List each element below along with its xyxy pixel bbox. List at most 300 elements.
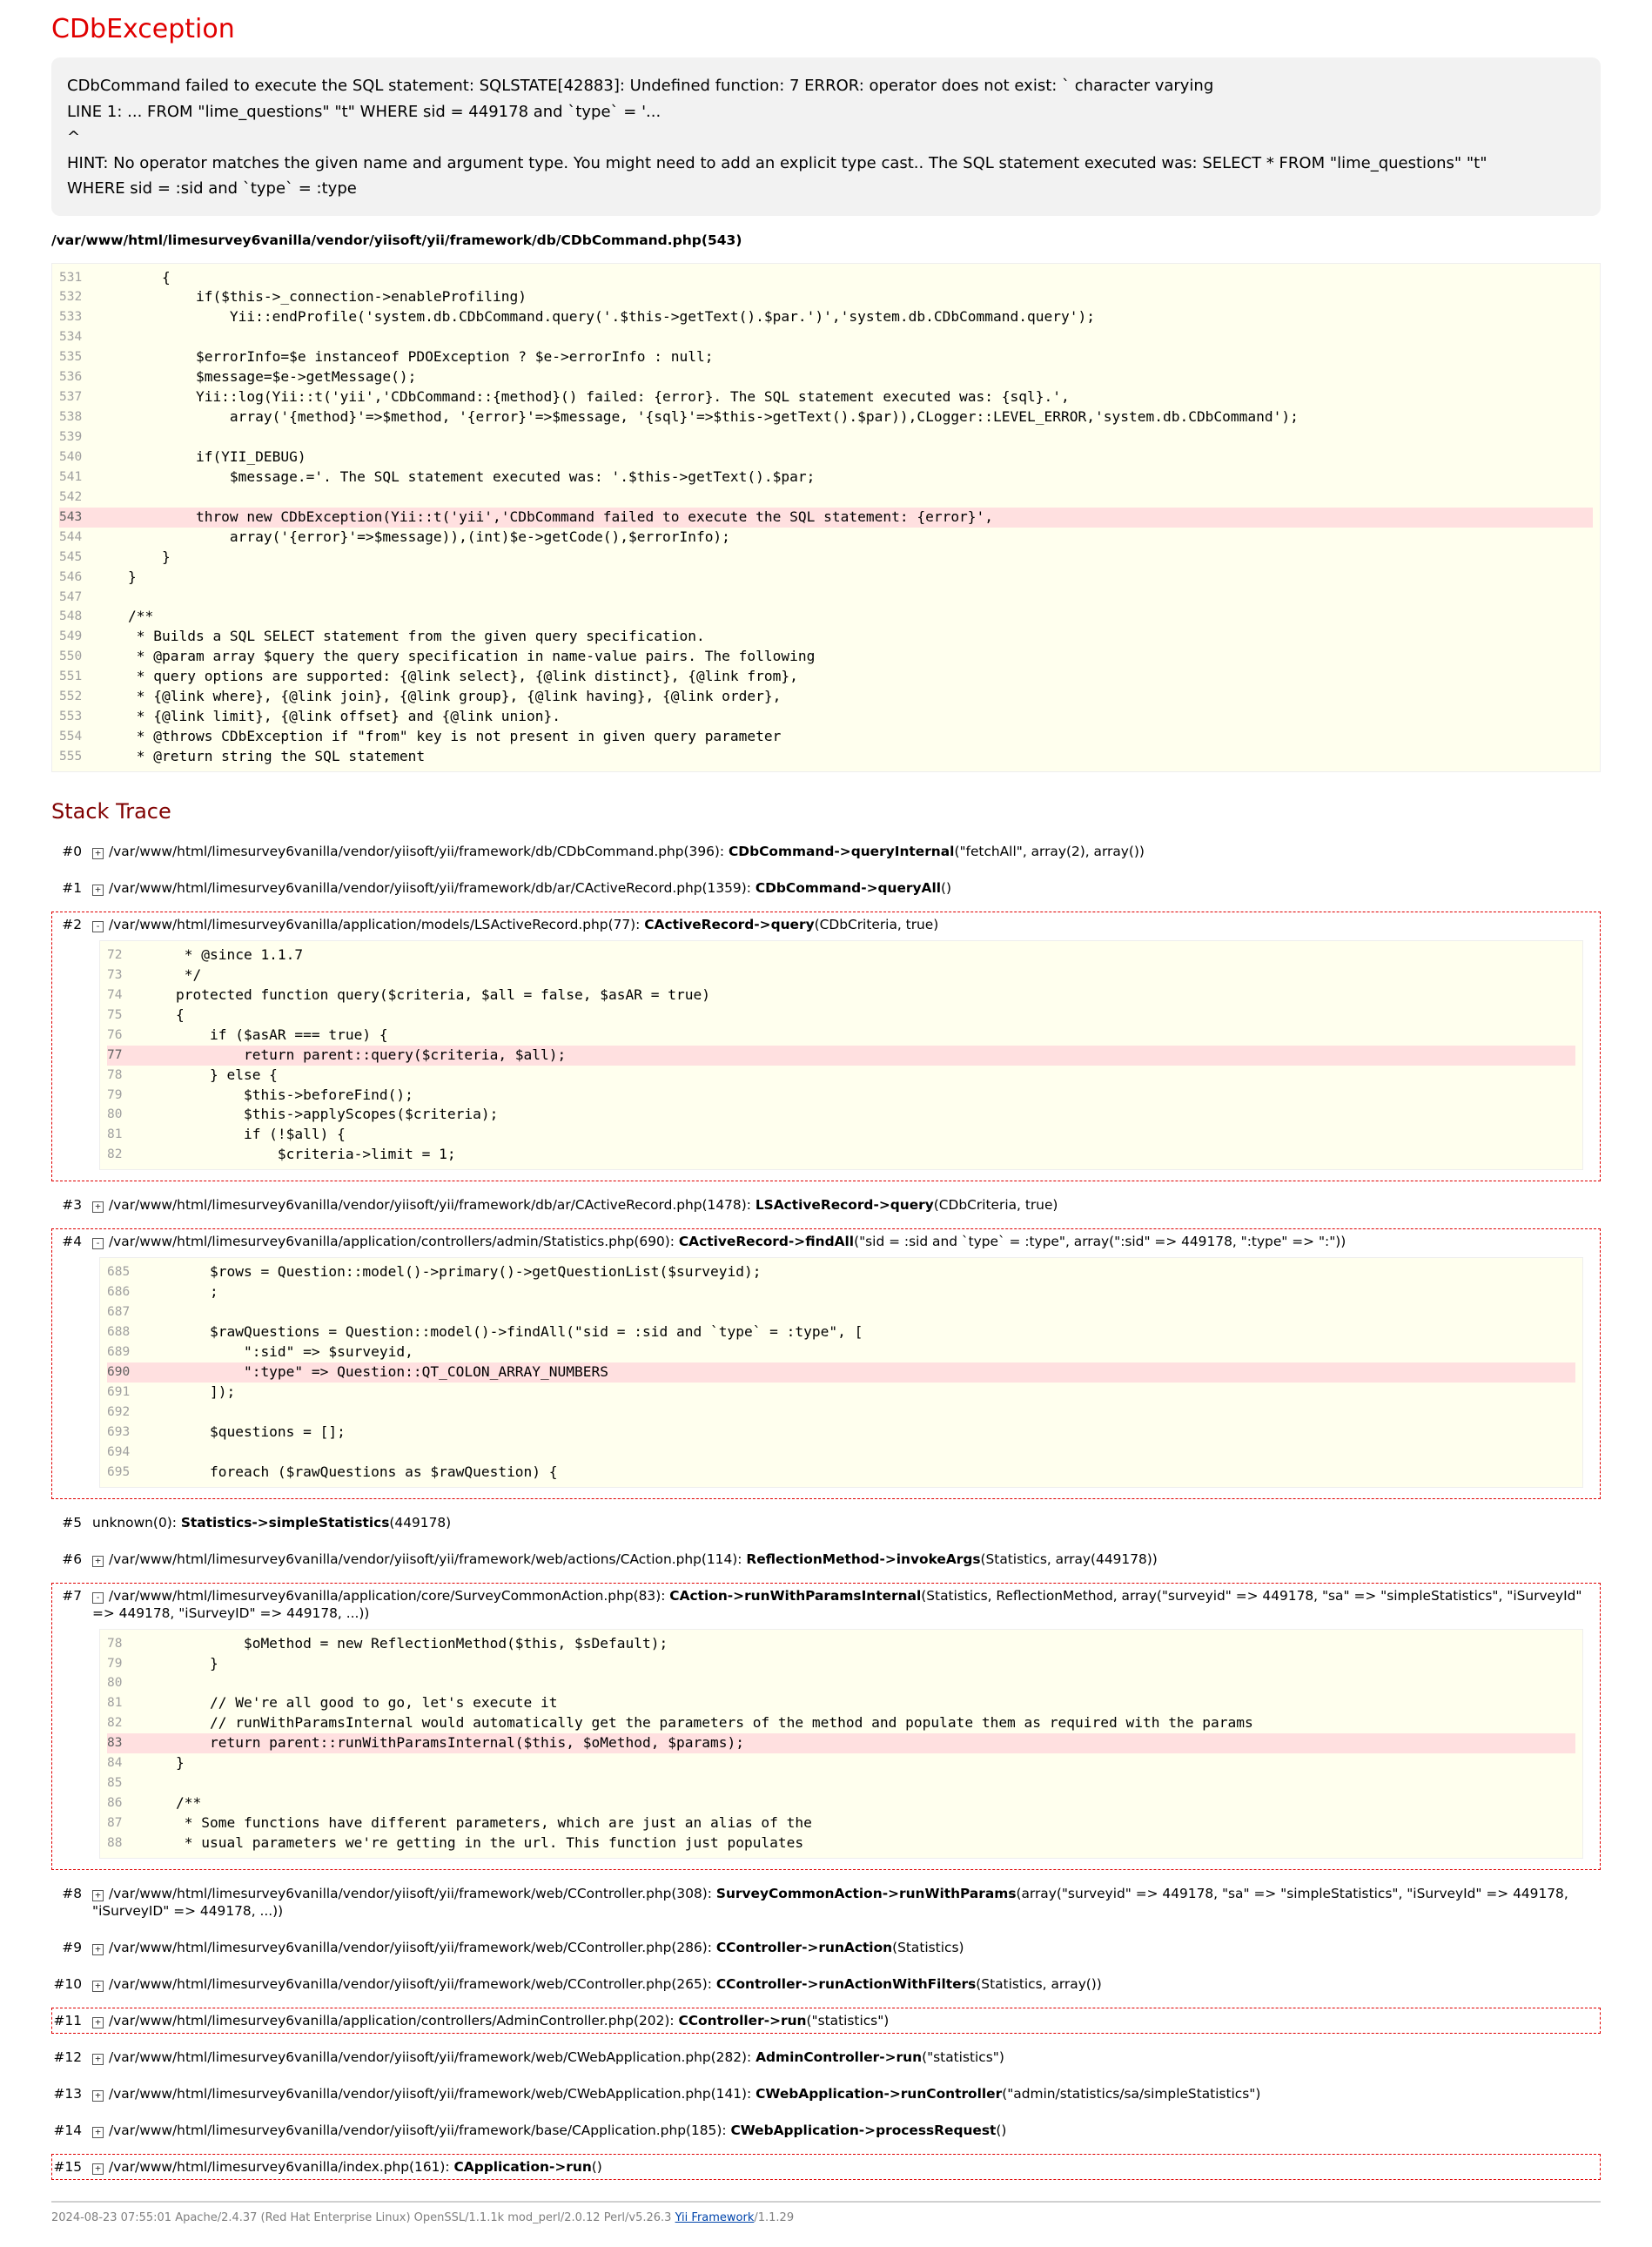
stack-frame-header xyxy=(52,2158,1600,2176)
code-text: $questions = []; xyxy=(142,1423,346,1440)
code-text: } xyxy=(142,1754,185,1772)
code-text: } xyxy=(142,1654,218,1672)
frame-file-path: /var/www/html/limesurvey6vanilla/vendor/yiisoft/yii/framework/web/CWebApplication.php(141): xyxy=(109,2085,756,2102)
frame-method: queryInternal xyxy=(850,843,955,859)
code-text: // We're all good to go, let's execute it xyxy=(142,1694,558,1712)
line-number: 533 xyxy=(59,310,83,325)
error-message-box xyxy=(51,57,1601,216)
frame-file-path: /var/www/html/limesurvey6vanilla/vendor/yiisoft/yii/framework/web/CWebApplication.php(282): xyxy=(109,2049,756,2065)
stack-frame xyxy=(51,1192,1601,1218)
code-line xyxy=(59,387,1593,407)
code-text: } xyxy=(94,568,137,585)
exception-title: CDbException xyxy=(51,14,235,44)
code-text: * @throws CDbException if "from" key is not present in given query parameter xyxy=(94,728,782,745)
code-text xyxy=(142,1673,1575,1693)
line-number: 538 xyxy=(59,410,83,425)
code-line xyxy=(59,647,1593,667)
line-number: 554 xyxy=(59,730,83,744)
code-line xyxy=(107,1383,1575,1403)
code-text: $oMethod = new ReflectionMethod($this, $sDefault); xyxy=(142,1634,668,1652)
frame-number: #0 xyxy=(62,843,82,859)
frame-args: ("statistics") xyxy=(806,2012,890,2028)
frame-number: #2 xyxy=(62,916,82,932)
frame-call xyxy=(92,2122,1600,2139)
expand-icon[interactable]: + xyxy=(92,1981,104,1992)
frame-args: (449178) xyxy=(389,1514,452,1531)
code-line xyxy=(107,1693,1575,1713)
line-number: 694 xyxy=(107,1444,131,1459)
code-line xyxy=(107,1125,1575,1145)
code-line xyxy=(107,1654,1575,1674)
line-number: 535 xyxy=(59,350,83,365)
frame-number: #15 xyxy=(53,2158,82,2175)
frame-class: ReflectionMethod xyxy=(746,1551,880,1567)
collapse-icon[interactable]: - xyxy=(92,1592,104,1604)
expand-icon[interactable]: + xyxy=(92,2017,104,2028)
line-number: 74 xyxy=(107,987,123,1002)
frame-call xyxy=(92,916,1600,933)
frame-number: #7 xyxy=(62,1587,82,1604)
error-code-line xyxy=(59,508,1593,528)
yii-framework-link[interactable]: Yii Framework xyxy=(675,2210,755,2224)
line-number: 82 xyxy=(107,1147,123,1162)
expand-icon[interactable]: + xyxy=(92,1944,104,1955)
code-text: $rows = Question::model()->primary()->getQuestionList($surveyid); xyxy=(142,1263,762,1281)
line-number: 546 xyxy=(59,569,83,584)
stack-frame-header xyxy=(52,2122,1600,2139)
frame-arrow: -> xyxy=(252,1514,269,1531)
code-line xyxy=(59,747,1593,767)
frame-code-block xyxy=(99,1257,1583,1487)
line-number: 692 xyxy=(107,1404,131,1419)
code-line xyxy=(107,1026,1575,1046)
code-text: * {@link limit}, {@link offset} and {@link union}. xyxy=(94,708,561,725)
code-line xyxy=(59,548,1593,568)
frame-arrow: -> xyxy=(858,2122,876,2138)
stack-frame-header xyxy=(52,1975,1600,1993)
frame-method: run xyxy=(566,2158,592,2175)
code-line xyxy=(107,965,1575,986)
frame-call xyxy=(92,2012,1600,2029)
code-text xyxy=(142,1443,1575,1463)
collapse-icon[interactable]: - xyxy=(92,921,104,932)
stack-frame xyxy=(51,1228,1601,1498)
stack-frame xyxy=(51,1583,1601,1870)
line-number: 77 xyxy=(107,1047,123,1062)
code-line xyxy=(107,1145,1575,1165)
frame-call xyxy=(92,879,1600,897)
code-line xyxy=(107,1773,1575,1793)
line-number: 542 xyxy=(59,489,83,504)
code-line xyxy=(107,1322,1575,1342)
frame-class: CDbCommand xyxy=(755,879,862,896)
frame-number: #6 xyxy=(62,1551,82,1567)
code-text: $this->applyScopes($criteria); xyxy=(142,1106,499,1123)
error-message-line: LINE 1: ... FROM "lime_questions" "t" WHERE sid = 449178 and `type` = '... xyxy=(67,102,661,121)
expand-icon[interactable]: + xyxy=(92,2127,104,2138)
code-line xyxy=(59,268,1593,288)
code-text: $this->beforeFind(); xyxy=(142,1086,413,1103)
code-text: * @since 1.1.7 xyxy=(142,945,304,963)
frame-class: CController xyxy=(678,2012,764,2028)
frame-method: query xyxy=(770,916,815,932)
code-text: { xyxy=(94,268,171,286)
line-number: 84 xyxy=(107,1756,123,1771)
code-line xyxy=(59,367,1593,387)
code-line xyxy=(59,568,1593,588)
line-number: 81 xyxy=(107,1127,123,1142)
frame-file-path: /var/www/html/limesurvey6vanilla/vendor/yiisoft/yii/framework/db/ar/CActiveRecord.php(1478): xyxy=(109,1197,755,1214)
frame-class: CActiveRecord xyxy=(644,916,755,932)
stack-frame-header xyxy=(52,2012,1600,2029)
frame-class: CActiveRecord xyxy=(678,1234,789,1250)
code-text xyxy=(94,427,1593,447)
code-line xyxy=(59,588,1593,608)
frame-call xyxy=(92,1885,1600,1920)
stack-frame xyxy=(51,912,1601,1181)
stack-frame xyxy=(51,2154,1601,2180)
stack-frame xyxy=(51,2044,1601,2070)
frame-args: (CDbCriteria, true) xyxy=(814,916,939,932)
line-number: 552 xyxy=(59,690,83,704)
error-message-line: CDbCommand failed to execute the SQL statement: SQLSTATE[42883]: Undefined function: 7 ERROR: operator does not exist: ` character varying xyxy=(67,77,1214,95)
stack-frame-header xyxy=(52,1514,1600,1531)
code-text: ]); xyxy=(142,1383,236,1400)
frame-method: simpleStatistics xyxy=(268,1514,390,1531)
frame-file-path: /var/www/html/limesurvey6vanilla/application/controllers/AdminController.php(202): xyxy=(109,2012,679,2028)
frame-call xyxy=(92,1551,1600,1568)
code-text: * @param array $query the query specification in name-value pairs. The following xyxy=(94,648,816,665)
expand-icon[interactable]: + xyxy=(92,1201,104,1213)
frame-arrow: -> xyxy=(879,2049,897,2065)
stack-frame-header xyxy=(52,843,1600,860)
frame-arrow: -> xyxy=(763,2012,781,2028)
code-text: { xyxy=(142,1006,185,1023)
frame-number: #12 xyxy=(53,2049,82,2065)
code-text: foreach ($rawQuestions as $rawQuestion) { xyxy=(142,1463,558,1480)
code-line xyxy=(59,427,1593,447)
code-line xyxy=(107,1793,1575,1813)
line-number: 693 xyxy=(107,1424,131,1439)
line-number: 689 xyxy=(107,1345,131,1359)
frame-method: runActionWithFilters xyxy=(818,1975,977,1992)
code-line xyxy=(107,986,1575,1006)
code-text: /** xyxy=(142,1794,202,1812)
code-line xyxy=(59,407,1593,427)
source-file-path: /var/www/html/limesurvey6vanilla/vendor/yiisoft/yii/framework/db/CDbCommand.php(543) xyxy=(51,232,742,248)
frame-arrow: -> xyxy=(802,1939,819,1955)
frame-call xyxy=(92,1975,1600,1993)
frame-method: query xyxy=(890,1197,934,1214)
code-text: array('{error}'=>$message)),(int)$e->getCode(),$errorInfo); xyxy=(94,528,730,545)
collapse-icon[interactable]: - xyxy=(92,1238,104,1249)
code-text: array('{method}'=>$method, '{error}'=>$message, '{sql}'=>$this->getText().$par)),CLogger::LEVEL_ERROR,'system.db.CDbCommand'); xyxy=(94,408,1299,426)
code-text xyxy=(94,588,1593,608)
frame-file-path: /var/www/html/limesurvey6vanilla/index.php(161): xyxy=(109,2158,454,2175)
code-line xyxy=(59,307,1593,327)
code-text: * @return string the SQL statement xyxy=(94,748,426,764)
frame-call xyxy=(92,2049,1600,2066)
frame-arrow: -> xyxy=(882,1885,899,1901)
line-number: 87 xyxy=(107,1816,123,1830)
code-text: */ xyxy=(142,965,202,983)
frame-file-path: /var/www/html/limesurvey6vanilla/vendor/yiisoft/yii/framework/web/CController.php(308): xyxy=(109,1885,716,1901)
code-line xyxy=(59,327,1593,347)
frame-code-block xyxy=(99,1629,1583,1859)
frame-file-path: /var/www/html/limesurvey6vanilla/vendor/yiisoft/yii/framework/base/CApplication.php(185): xyxy=(109,2122,731,2138)
line-number: 82 xyxy=(107,1716,123,1731)
stack-frame-header xyxy=(52,916,1600,933)
code-text: * {@link where}, {@link join}, {@link group}, {@link having}, {@link order}, xyxy=(94,688,782,705)
code-text: if(YII_DEBUG) xyxy=(94,447,306,465)
expand-icon[interactable]: + xyxy=(92,2054,104,2065)
stack-frame xyxy=(51,2117,1601,2143)
line-number: 539 xyxy=(59,430,83,444)
frame-class: CWebApplication xyxy=(730,2122,859,2138)
frame-call xyxy=(92,2158,1600,2176)
error-message-line: HINT: No operator matches the given name and argument type. You might need to add an explicit type cast.. The SQL statement executed was: SELECT * FROM "lime_questions" "t" xyxy=(67,153,1487,172)
frame-method: run xyxy=(781,2012,807,2028)
frame-args: () xyxy=(996,2122,1007,2138)
frame-call xyxy=(92,1196,1600,1214)
expand-icon[interactable]: + xyxy=(92,885,104,896)
frame-file-path: unknown(0): xyxy=(92,1514,181,1531)
code-text: // runWithParamsInternal would automatically get the parameters of the method and populate them as required with the params xyxy=(142,1714,1253,1732)
frame-args: ("sid = :sid and `type` = :type", array(":sid" => 449178, ":type" => ":")) xyxy=(854,1234,1346,1250)
frame-arrow: -> xyxy=(873,1197,890,1214)
frame-class: SurveyCommonAction xyxy=(715,1885,883,1901)
code-text: return parent::runWithParamsInternal($this, $oMethod, $params); xyxy=(142,1734,744,1752)
code-line xyxy=(59,347,1593,367)
stack-frame-header xyxy=(52,2049,1600,2066)
code-line xyxy=(107,1833,1575,1853)
frame-number: #9 xyxy=(62,1939,82,1955)
code-text: $criteria->limit = 1; xyxy=(142,1146,456,1163)
stack-frame xyxy=(51,1934,1601,1961)
frame-number: #8 xyxy=(62,1885,82,1901)
line-number: 553 xyxy=(59,710,83,724)
code-text: * Some functions have different parameters, which are just an alias of the xyxy=(142,1814,812,1831)
code-text: * Builds a SQL SELECT statement from the given query specification. xyxy=(94,628,705,645)
expand-icon[interactable]: + xyxy=(92,1890,104,1901)
error-message-line: WHERE sid = :sid and `type` = :type xyxy=(67,179,357,198)
source-code-block xyxy=(51,263,1601,772)
code-text: Yii::endProfile('system.db.CDbCommand.query('.$this->getText().$par.')','system.db.CDbCommand.query'); xyxy=(94,308,1095,326)
code-text: ":sid" => $surveyid, xyxy=(142,1343,413,1360)
code-line xyxy=(107,1673,1575,1693)
code-line xyxy=(107,1086,1575,1106)
line-number: 544 xyxy=(59,529,83,544)
line-number: 86 xyxy=(107,1796,123,1811)
code-text: throw new CDbException(Yii::t('yii','CDbCommand failed to execute the SQL statement: {error}', xyxy=(94,508,994,525)
frame-number: #10 xyxy=(53,1975,82,1992)
line-number: 536 xyxy=(59,370,83,385)
line-number: 79 xyxy=(107,1656,123,1671)
code-text: return parent::query($criteria, $all); xyxy=(142,1046,567,1063)
code-text: /** xyxy=(94,608,154,625)
frame-method: findAll xyxy=(805,1234,855,1250)
line-number: 78 xyxy=(107,1067,123,1082)
frame-call xyxy=(92,1233,1600,1250)
stack-frame xyxy=(51,838,1601,864)
frame-call xyxy=(92,2085,1600,2102)
frame-call xyxy=(92,1587,1600,1622)
code-line xyxy=(107,1282,1575,1302)
frame-args: (CDbCriteria, true) xyxy=(933,1197,1058,1214)
code-line xyxy=(59,627,1593,647)
line-number: 543 xyxy=(59,509,83,524)
error-code-line xyxy=(107,1362,1575,1383)
code-line xyxy=(59,687,1593,707)
code-line xyxy=(107,945,1575,965)
code-text: Yii::log(Yii::t('yii','CDbCommand::{method}() failed: {error}. The SQL statement executed was: {sql}.', xyxy=(94,388,1070,406)
line-number: 81 xyxy=(107,1696,123,1711)
stack-frame-header xyxy=(52,1196,1600,1214)
line-number: 551 xyxy=(59,669,83,684)
frame-number: #3 xyxy=(62,1197,82,1214)
code-line xyxy=(107,1105,1575,1125)
line-number: 80 xyxy=(107,1107,123,1122)
frame-class: Statistics xyxy=(180,1514,252,1531)
frame-class: LSActiveRecord xyxy=(755,1197,874,1214)
line-number: 541 xyxy=(59,469,83,484)
expand-icon[interactable]: + xyxy=(92,2163,104,2175)
frame-class: CWebApplication xyxy=(755,2085,884,2102)
frame-arrow: -> xyxy=(861,879,878,896)
stack-frame xyxy=(51,1880,1601,1924)
code-line xyxy=(59,287,1593,307)
line-number: 73 xyxy=(107,967,123,982)
line-number: 537 xyxy=(59,390,83,405)
expand-icon[interactable]: + xyxy=(92,2090,104,2102)
line-number: 547 xyxy=(59,589,83,604)
code-line xyxy=(59,468,1593,488)
code-text xyxy=(94,488,1593,508)
code-text xyxy=(142,1773,1575,1793)
frame-number: #13 xyxy=(53,2085,82,2102)
stack-frame-header xyxy=(52,1885,1600,1920)
code-line xyxy=(59,447,1593,468)
code-line xyxy=(107,1342,1575,1362)
code-line xyxy=(59,707,1593,727)
frame-arrow: -> xyxy=(802,1975,819,1992)
line-number: 534 xyxy=(59,330,83,345)
frame-file-path: /var/www/html/limesurvey6vanilla/vendor/yiisoft/yii/framework/web/CController.php(286): xyxy=(109,1939,716,1955)
code-text: * usual parameters we're getting in the url. This function just populates xyxy=(142,1833,804,1851)
code-line xyxy=(107,1813,1575,1833)
stack-trace-list xyxy=(51,838,1601,2180)
footer-yii-version: /1.1.29 xyxy=(754,2210,795,2224)
frame-class: CDbCommand xyxy=(729,843,835,859)
frame-call xyxy=(92,1514,1600,1531)
frame-number: #1 xyxy=(62,879,82,896)
frame-call xyxy=(92,1939,1600,1956)
code-text: if($this->_connection->enableProfiling) xyxy=(94,288,527,306)
stack-frame-header xyxy=(52,1233,1600,1250)
line-number: 83 xyxy=(107,1736,123,1751)
code-text: $errorInfo=$e instanceof PDOException ? $e->errorInfo : null; xyxy=(94,348,714,366)
frame-args: ("fetchAll", array(2), array()) xyxy=(954,843,1145,859)
frame-class: AdminController xyxy=(755,2049,880,2065)
line-number: 549 xyxy=(59,629,83,644)
frame-arrow: -> xyxy=(883,2085,901,2102)
code-line xyxy=(59,727,1593,747)
frame-class: CController xyxy=(715,1975,802,1992)
frame-number: #14 xyxy=(53,2122,82,2138)
code-text: $message=$e->getMessage(); xyxy=(94,368,417,386)
line-number: 691 xyxy=(107,1384,131,1399)
footer-version-info: 2024-08-23 07:55:01 Apache/2.4.37 (Red Hat Enterprise Linux) OpenSSL/1.1.1k mod_perl/2.0.12 Perl/v5.26.3 xyxy=(51,2210,675,2224)
frame-class: CApplication xyxy=(453,2158,549,2175)
stack-frame xyxy=(51,1510,1601,1536)
code-line xyxy=(107,1713,1575,1733)
frame-method: queryAll xyxy=(877,879,941,896)
line-number: 79 xyxy=(107,1087,123,1102)
expand-icon[interactable]: + xyxy=(92,1556,104,1567)
code-line xyxy=(59,488,1593,508)
code-text xyxy=(142,1403,1575,1423)
code-line xyxy=(107,1006,1575,1026)
stack-frame-header xyxy=(52,879,1600,897)
code-text: * query options are supported: {@link select}, {@link distinct}, {@link from}, xyxy=(94,668,798,685)
expand-icon[interactable]: + xyxy=(92,848,104,859)
frame-file-path: /var/www/html/limesurvey6vanilla/vendor/yiisoft/yii/framework/db/CDbCommand.php(396): xyxy=(109,843,729,859)
line-number: 88 xyxy=(107,1835,123,1850)
frame-method: runWithParams xyxy=(898,1885,1017,1901)
code-line xyxy=(107,1302,1575,1322)
frame-file-path: /var/www/html/limesurvey6vanilla/application/models/LSActiveRecord.php(77): xyxy=(109,916,645,932)
footer xyxy=(51,2201,1601,2236)
frame-method: invokeArgs xyxy=(896,1551,981,1567)
stack-frame xyxy=(51,2081,1601,2107)
error-message-line: ^ xyxy=(67,128,81,146)
frame-file-path: /var/www/html/limesurvey6vanilla/vendor/yiisoft/yii/framework/web/CController.php(265): xyxy=(109,1975,716,1992)
frame-args: (Statistics, ReflectionMethod, array("surveyid" => 449178, "sa" => "simpleStatistics", "iSurveyId" => 449178, "iSurveyID" => 449178, ...)) xyxy=(92,1587,1582,1621)
line-number: 687 xyxy=(107,1305,131,1320)
frame-arrow: -> xyxy=(788,1234,806,1250)
frame-arrow: -> xyxy=(754,916,771,932)
line-number: 540 xyxy=(59,449,83,464)
stack-trace-heading: Stack Trace xyxy=(51,798,171,824)
frame-file-path: /var/www/html/limesurvey6vanilla/application/controllers/admin/Statistics.php(690): xyxy=(109,1234,679,1250)
frame-call xyxy=(92,843,1600,860)
line-number: 85 xyxy=(107,1776,123,1791)
stack-frame xyxy=(51,1546,1601,1572)
code-line xyxy=(59,667,1593,687)
code-text: ; xyxy=(142,1283,218,1301)
stack-frame-header xyxy=(52,1587,1600,1622)
code-text: $message.='. The SQL statement executed was: '.$this->getText().$par; xyxy=(94,468,816,485)
frame-args: () xyxy=(591,2158,602,2175)
code-text xyxy=(142,1302,1575,1322)
line-number: 688 xyxy=(107,1325,131,1340)
frame-class: CController xyxy=(715,1939,802,1955)
stack-frame xyxy=(51,875,1601,901)
frame-number: #11 xyxy=(53,2012,82,2028)
stack-frame-header xyxy=(52,1939,1600,1956)
stack-frame xyxy=(51,1971,1601,1997)
code-text: protected function query($criteria, $all = false, $asAR = true) xyxy=(142,986,710,1003)
frame-args: ("admin/statistics/sa/simpleStatistics") xyxy=(1002,2085,1261,2102)
code-text: ":type" => Question::QT_COLON_ARRAY_NUMBERS xyxy=(142,1362,609,1380)
stack-frame-header xyxy=(52,1551,1600,1568)
line-number: 690 xyxy=(107,1364,131,1379)
code-text: } else { xyxy=(142,1066,278,1083)
code-line xyxy=(107,1443,1575,1463)
line-number: 72 xyxy=(107,947,123,962)
frame-args: () xyxy=(941,879,952,896)
code-text: } xyxy=(94,548,171,565)
